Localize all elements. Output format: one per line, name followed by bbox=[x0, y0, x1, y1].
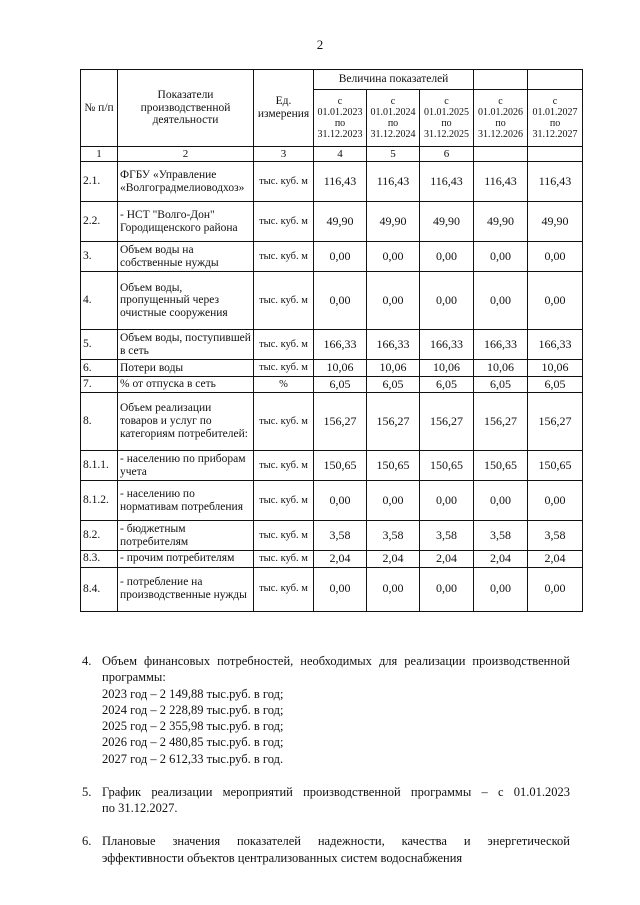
row-value: 116,43 bbox=[474, 162, 528, 202]
row-value: 156,27 bbox=[528, 393, 583, 451]
header-period-part: с bbox=[444, 96, 449, 107]
header-period-part: по bbox=[495, 118, 506, 129]
header-period-part: 31.12.2025 bbox=[424, 129, 470, 140]
section-number: 6. bbox=[82, 834, 92, 849]
header-period-part: с bbox=[390, 96, 396, 107]
row-indicator-name: Объем воды на собственные нужды bbox=[118, 242, 254, 272]
row-value: 0,00 bbox=[528, 567, 583, 611]
row-indicator-name: - населению по приборам учета bbox=[118, 451, 254, 481]
row-value: 166,33 bbox=[528, 330, 583, 360]
row-indicator-name: - населению по нормативам потребления bbox=[118, 481, 254, 521]
row-value: 156,27 bbox=[367, 393, 420, 451]
row-value: 3,58 bbox=[314, 521, 367, 551]
row-value: 49,90 bbox=[420, 202, 474, 242]
row-value: 0,00 bbox=[474, 567, 528, 611]
table-row bbox=[81, 376, 583, 392]
row-value: 116,43 bbox=[420, 162, 474, 202]
row-unit: тыс. куб. м bbox=[254, 551, 314, 567]
row-indicator-name: Объем реализации товаров и услуг по категориям потребителей: bbox=[118, 393, 254, 451]
row-value: 0,00 bbox=[420, 272, 474, 330]
row-value: 116,43 bbox=[528, 162, 583, 202]
section-6 bbox=[82, 833, 570, 866]
header-period-part: 31.12.2024 bbox=[370, 129, 416, 140]
column-index-cell: 1 bbox=[81, 147, 118, 162]
header-period-part: по bbox=[334, 118, 346, 129]
row-value: 10,06 bbox=[420, 360, 474, 376]
table-row bbox=[81, 272, 583, 330]
header-period-part: с bbox=[498, 96, 503, 107]
row-value: 0,00 bbox=[367, 567, 420, 611]
row-number: 4. bbox=[81, 272, 118, 330]
row-value: 6,05 bbox=[528, 376, 583, 392]
row-unit: тыс. куб. м bbox=[254, 567, 314, 611]
row-value: 3,58 bbox=[528, 521, 583, 551]
row-value: 10,06 bbox=[474, 360, 528, 376]
header-period bbox=[314, 90, 367, 147]
table-row bbox=[81, 393, 583, 451]
header-unit: Ед. измерения bbox=[254, 70, 314, 147]
table-row bbox=[81, 202, 583, 242]
row-unit: тыс. куб. м bbox=[254, 202, 314, 242]
table-row bbox=[81, 162, 583, 202]
row-value: 2,04 bbox=[528, 551, 583, 567]
row-number: 8. bbox=[81, 393, 118, 451]
row-value: 0,00 bbox=[528, 481, 583, 521]
header-period-part: 01.01.2025 bbox=[424, 107, 470, 118]
row-value: 0,00 bbox=[367, 242, 420, 272]
table-row bbox=[81, 451, 583, 481]
section-text: эффективности объектов централизованных систем водоснабжения bbox=[102, 850, 463, 865]
row-indicator-name: Объем воды, пропущенный через очистные сооружения bbox=[118, 272, 254, 330]
row-indicator-name: Потери воды bbox=[118, 360, 254, 376]
row-unit: тыс. куб. м bbox=[254, 242, 314, 272]
row-number: 6. bbox=[81, 360, 118, 376]
header-num: № п/п bbox=[81, 70, 118, 147]
row-unit: тыс. куб. м bbox=[254, 330, 314, 360]
row-value: 0,00 bbox=[420, 242, 474, 272]
row-value: 166,33 bbox=[367, 330, 420, 360]
row-indicator-name: - потребление на производственные нужды bbox=[118, 567, 254, 611]
section-text: График реализации мероприятий производственной программы – с 01.01.2023 bbox=[102, 784, 570, 799]
row-value: 49,90 bbox=[474, 202, 528, 242]
financial-year-line: 2026 год – 2 480,85 тыс.руб. в год; bbox=[102, 735, 284, 750]
row-value: 0,00 bbox=[367, 272, 420, 330]
section-4 bbox=[82, 653, 570, 767]
row-value: 116,43 bbox=[314, 162, 367, 202]
header-period-part: 01.01.2027 bbox=[532, 107, 578, 118]
row-value: 10,06 bbox=[367, 360, 420, 376]
row-value: 156,27 bbox=[474, 393, 528, 451]
row-value: 150,65 bbox=[474, 451, 528, 481]
row-value: 3,58 bbox=[474, 521, 528, 551]
column-index-cell: 3 bbox=[254, 147, 314, 162]
row-indicator-name: - прочим потребителям bbox=[118, 551, 254, 567]
table-row bbox=[81, 521, 583, 551]
column-index-cell bbox=[528, 147, 583, 162]
row-value: 0,00 bbox=[314, 567, 367, 611]
row-value: 0,00 bbox=[474, 272, 528, 330]
header-period-part: 01.01.2026 bbox=[478, 107, 524, 118]
row-value: 150,65 bbox=[314, 451, 367, 481]
row-value: 0,00 bbox=[367, 481, 420, 521]
header-period bbox=[474, 90, 528, 147]
row-value: 116,43 bbox=[367, 162, 420, 202]
column-index-cell: 6 bbox=[420, 147, 474, 162]
row-value: 0,00 bbox=[474, 481, 528, 521]
header-indicator: Показатели производственной деятельности bbox=[118, 70, 254, 147]
financial-year-line: 2024 год – 2 228,89 тыс.руб. в год; bbox=[102, 702, 284, 717]
header-empty-cell bbox=[474, 70, 528, 90]
column-index-cell bbox=[474, 147, 528, 162]
header-period-part: с bbox=[552, 96, 558, 107]
section-text: программы: bbox=[102, 670, 166, 685]
column-index-cell: 2 bbox=[118, 147, 254, 162]
row-unit: тыс. куб. м bbox=[254, 521, 314, 551]
row-value: 0,00 bbox=[314, 481, 367, 521]
table-row bbox=[81, 481, 583, 521]
row-value: 166,33 bbox=[474, 330, 528, 360]
row-value: 150,65 bbox=[367, 451, 420, 481]
section-text: Объем финансовых потребностей, необходимых для реализации производственной bbox=[102, 654, 570, 668]
row-value: 10,06 bbox=[314, 360, 367, 376]
column-index-cell: 5 bbox=[367, 147, 420, 162]
row-value: 0,00 bbox=[420, 481, 474, 521]
table-row bbox=[81, 330, 583, 360]
header-period-part: 31.12.2026 bbox=[478, 129, 524, 140]
row-value: 0,00 bbox=[314, 242, 367, 272]
row-value: 0,00 bbox=[314, 272, 367, 330]
row-number: 2.1. bbox=[81, 162, 118, 202]
row-value: 166,33 bbox=[314, 330, 367, 360]
header-period-part: по bbox=[549, 118, 561, 129]
row-number: 7. bbox=[81, 376, 118, 392]
row-unit: тыс. куб. м bbox=[254, 481, 314, 521]
row-indicator-name: % от отпуска в сеть bbox=[118, 376, 254, 392]
row-value: 150,65 bbox=[528, 451, 583, 481]
row-unit: тыс. куб. м bbox=[254, 451, 314, 481]
row-value: 10,06 bbox=[528, 360, 583, 376]
row-number: 8.3. bbox=[81, 551, 118, 567]
section-5 bbox=[82, 784, 570, 817]
row-value: 6,05 bbox=[314, 376, 367, 392]
section-number: 4. bbox=[82, 654, 92, 668]
row-value: 0,00 bbox=[420, 567, 474, 611]
header-period-part: 31.12.2023 bbox=[317, 129, 363, 140]
row-number: 2.2. bbox=[81, 202, 118, 242]
row-value: 3,58 bbox=[420, 521, 474, 551]
header-period-part: 01.01.2023 bbox=[317, 107, 363, 118]
row-number: 8.4. bbox=[81, 567, 118, 611]
row-unit: % bbox=[254, 376, 314, 392]
row-value: 6,05 bbox=[474, 376, 528, 392]
table-row bbox=[81, 242, 583, 272]
section-number: 5. bbox=[82, 784, 92, 799]
row-value: 49,90 bbox=[314, 202, 367, 242]
row-unit: тыс. куб. м bbox=[254, 272, 314, 330]
financial-year-line: 2025 год – 2 355,98 тыс.руб. в год; bbox=[102, 719, 284, 733]
page-number: 2 bbox=[316, 37, 324, 52]
document-sections bbox=[82, 653, 570, 866]
financial-year-line: 2023 год – 2 149,88 тыс.руб. в год; bbox=[102, 686, 284, 701]
row-number: 3. bbox=[81, 242, 118, 272]
row-unit: тыс. куб. м bbox=[254, 393, 314, 451]
column-index-cell: 4 bbox=[314, 147, 367, 162]
row-value: 6,05 bbox=[420, 376, 474, 392]
row-number: 5. bbox=[81, 330, 118, 360]
row-number: 8.1.1. bbox=[81, 451, 118, 481]
header-period bbox=[420, 90, 474, 147]
header-period-part: по bbox=[387, 118, 399, 129]
row-indicator-name: Объем воды, поступившей в сеть bbox=[118, 330, 254, 360]
row-number: 8.1.2. bbox=[81, 481, 118, 521]
row-value: 6,05 bbox=[367, 376, 420, 392]
row-value: 0,00 bbox=[474, 242, 528, 272]
row-unit: тыс. куб. м bbox=[254, 162, 314, 202]
row-number: 8.2. bbox=[81, 521, 118, 551]
section-text: по 31.12.2027. bbox=[102, 801, 178, 815]
section-text: Плановые значения показателей надежности, качества и энергетической bbox=[102, 834, 570, 849]
row-value: 0,00 bbox=[528, 272, 583, 330]
header-values-group: Величина показателей bbox=[314, 70, 474, 90]
header-period bbox=[528, 90, 583, 147]
financial-year-line: 2027 год – 2 612,33 тыс.руб. в год. bbox=[102, 751, 284, 766]
row-value: 156,27 bbox=[314, 393, 367, 451]
row-value: 150,65 bbox=[420, 451, 474, 481]
row-value: 166,33 bbox=[420, 330, 474, 360]
header-period-part: с bbox=[337, 96, 343, 107]
row-indicator-name: - бюджетным потребителям bbox=[118, 521, 254, 551]
row-value: 2,04 bbox=[474, 551, 528, 567]
row-value: 2,04 bbox=[314, 551, 367, 567]
table-row bbox=[81, 567, 583, 611]
row-value: 3,58 bbox=[367, 521, 420, 551]
header-period-part: 01.01.2024 bbox=[370, 107, 416, 118]
row-unit: тыс. куб. м bbox=[254, 360, 314, 376]
production-indicators-table bbox=[80, 69, 583, 612]
row-indicator-name: ФГБУ «Управление «Волгоградмелиоводхоз» bbox=[118, 162, 254, 202]
header-empty-cell bbox=[528, 70, 583, 90]
table-row bbox=[81, 360, 583, 376]
row-value: 2,04 bbox=[367, 551, 420, 567]
header-period-part: 31.12.2027 bbox=[532, 129, 578, 140]
row-value: 49,90 bbox=[528, 202, 583, 242]
row-value: 2,04 bbox=[420, 551, 474, 567]
row-value: 0,00 bbox=[528, 242, 583, 272]
header-period-part: по bbox=[441, 118, 452, 129]
header-period bbox=[367, 90, 420, 147]
row-value: 156,27 bbox=[420, 393, 474, 451]
row-indicator-name: - НСТ "Волго-Дон" Городищенского района bbox=[118, 202, 254, 242]
table-row bbox=[81, 551, 583, 567]
row-value: 49,90 bbox=[367, 202, 420, 242]
